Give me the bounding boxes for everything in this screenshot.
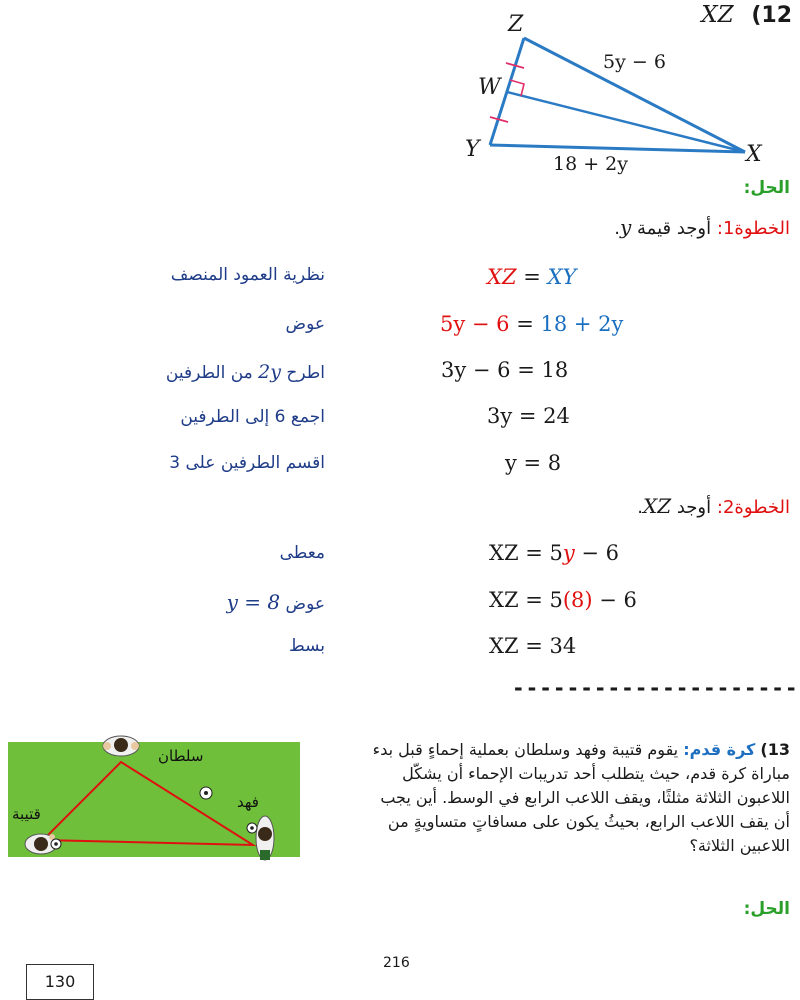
separator-dashes: --------------------- <box>512 676 799 700</box>
figure-label-sultan: سلطان <box>158 747 204 765</box>
step1-text: أوجد قيمة <box>637 218 712 239</box>
reason-row-1: نظرية العمود المنصف <box>170 265 325 285</box>
eq1-lhs: XZ <box>487 265 517 289</box>
step1-heading <box>614 215 790 239</box>
equation-row-4: 3y = 24 <box>487 404 570 428</box>
eq2-lhs: 5y − 6 <box>440 312 510 336</box>
vertex-label-x: X <box>746 142 762 167</box>
problem13-text-block <box>360 738 790 858</box>
vertex-label-y: Y <box>465 137 480 162</box>
step2-var: XZ <box>642 494 672 518</box>
reason-row-6: معطى <box>279 543 325 563</box>
problem12-target: XZ <box>701 2 734 28</box>
reason-row-4: اجمع 6 إلى الطرفين <box>180 407 325 427</box>
problem12-number: (12 <box>751 3 792 28</box>
step2-text: أوجد <box>676 497 712 518</box>
eq1-rhs: XY <box>547 265 577 289</box>
equation-row-5: y = 8 <box>505 451 562 475</box>
step2-label: الخطوة2: <box>716 497 790 518</box>
reason-3-a: اطرح <box>280 363 325 383</box>
soccer-ball-icon <box>200 787 212 799</box>
step1-label: الخطوة1: <box>716 218 790 239</box>
reason-3-b: من الطرفين <box>165 363 259 383</box>
eq6-var: y <box>562 541 575 565</box>
reason-row-8: بسط <box>288 636 325 656</box>
reason-row-2: عوض <box>285 314 325 334</box>
vertex-label-z: Z <box>508 12 524 37</box>
solution-label-13: الحل: <box>743 899 790 919</box>
equation-row-2 <box>440 312 623 336</box>
player-fahd-icon <box>256 816 274 860</box>
player-sultan-icon <box>103 736 139 756</box>
side-yx <box>490 145 745 152</box>
eq1-eq: = <box>516 265 548 289</box>
eq7-a: XZ = 5 <box>489 588 563 612</box>
eq6-a: XZ = 5 <box>489 541 563 565</box>
step2-period: . <box>637 497 643 518</box>
eq2-eq: = <box>509 312 541 336</box>
eq7-b: − 6 <box>592 588 637 612</box>
eq7-var: (8) <box>562 588 593 612</box>
eq6-b: − 6 <box>574 541 620 565</box>
solution-label-12: الحل: <box>743 178 790 198</box>
vertex-label-w: W <box>478 75 501 100</box>
reason-row-7 <box>227 590 325 614</box>
reason-7-math: y = 8 <box>226 590 281 614</box>
problem13-number: 13) <box>760 740 790 759</box>
equation-row-3: 3y − 6 = 18 <box>441 358 569 382</box>
step1-period: . <box>614 218 620 239</box>
equation-row-1 <box>487 265 576 289</box>
equation-row-6 <box>489 541 619 565</box>
page-number-box: 130 <box>26 964 94 1000</box>
soccer-ball-icon <box>247 823 257 833</box>
side-label-yx: 18 + 2y <box>553 153 628 175</box>
figure-label-qutaiba: قتيبة <box>12 805 41 823</box>
step1-var: y <box>619 215 632 239</box>
reason-row-5: اقسم الطرفين على 3 <box>169 453 325 473</box>
reason-row-3 <box>166 361 325 383</box>
eq2-rhs: 18 + 2y <box>540 312 624 336</box>
soccer-ball-icon <box>51 839 61 849</box>
equation-row-7 <box>489 588 637 612</box>
reason-3-var: 2y <box>258 361 281 383</box>
reason-7-word: عوض <box>285 594 325 614</box>
problem13-title: كرة قدم: <box>683 740 756 759</box>
bisector-wx <box>507 92 745 152</box>
problem13-text: يقوم قتيبة وفهد وسلطان بعملية إحماءٍ قبل بدء مباراة كرة قدم، حيث يتطلب أحد تدريبات الإحماء أن يشكّل اللاعبون الثلاثة مثلثًا، ويقف اللاعب الرابع في الوسط. أين يجب أن يقف اللاعب الرابع، بحيثُ يكون على مسافاتٍ متساويةٍ من اللاعبين الثلاثة؟ <box>372 740 790 855</box>
page-number-center: 216 <box>383 955 410 971</box>
equation-row-8: XZ = 34 <box>489 634 577 658</box>
side-label-zx: 5y − 6 <box>603 51 666 73</box>
step2-heading <box>637 494 790 518</box>
figure-label-fahd: فهد <box>237 793 259 811</box>
